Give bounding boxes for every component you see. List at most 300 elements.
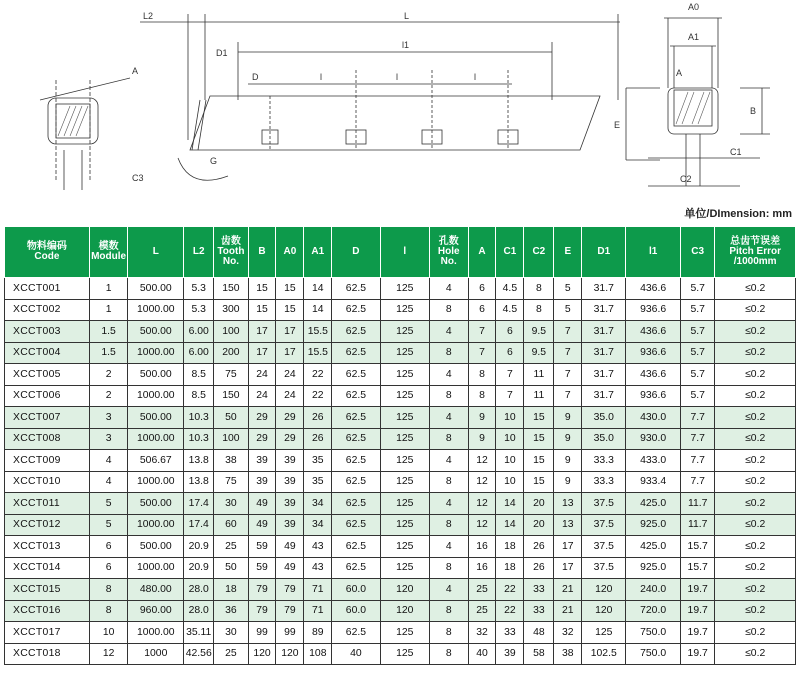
- drawing-dimension-label: L2: [143, 11, 154, 21]
- table-cell: 8: [429, 514, 468, 536]
- column-header-label: 模数: [98, 241, 119, 252]
- code-cell: XCCT017: [5, 622, 90, 644]
- table-cell: 5.7: [681, 385, 715, 407]
- column-header: [304, 227, 332, 278]
- table-cell: 19.7: [681, 643, 715, 665]
- column-header-label: A: [478, 246, 486, 257]
- table-cell: 8: [89, 579, 128, 601]
- table-cell: 4: [429, 364, 468, 386]
- table-row: [5, 557, 796, 579]
- table-cell: ≤0.2: [715, 514, 796, 536]
- table-cell: 436.6: [626, 364, 681, 386]
- table-cell: 25: [214, 536, 248, 558]
- table-cell: 5.7: [681, 278, 715, 300]
- drawing-dimension-label: D1: [216, 48, 228, 58]
- table-cell: ≤0.2: [715, 321, 796, 343]
- code-cell: XCCT013: [5, 536, 90, 558]
- table-cell: 17: [276, 321, 304, 343]
- table-cell: 35: [304, 450, 332, 472]
- table-cell: 108: [304, 643, 332, 665]
- table-cell: 125: [380, 493, 429, 515]
- table-row: [5, 321, 796, 343]
- code-cell: XCCT009: [5, 450, 90, 472]
- table-cell: 33: [496, 622, 524, 644]
- drawing-dimension-label: C1: [730, 147, 742, 157]
- column-header-label: A1: [311, 246, 325, 257]
- table-cell: 62.5: [332, 514, 380, 536]
- table-row: [5, 278, 796, 300]
- table-cell: 436.6: [626, 278, 681, 300]
- table-cell: 62.5: [332, 428, 380, 450]
- table-cell: 22: [304, 364, 332, 386]
- table-cell: 21: [554, 579, 582, 601]
- table-cell: 14: [496, 514, 524, 536]
- table-cell: 8.5: [184, 364, 214, 386]
- drawing-dimension-label: l: [396, 72, 398, 82]
- table-cell: 62.5: [332, 407, 380, 429]
- table-cell: 5.7: [681, 321, 715, 343]
- table-cell: 9: [468, 407, 496, 429]
- table-cell: 33.3: [582, 471, 626, 493]
- table-cell: 5: [89, 514, 128, 536]
- table-cell: 3: [89, 407, 128, 429]
- table-cell: 150: [214, 385, 248, 407]
- table-cell: 8: [468, 385, 496, 407]
- table-cell: 59: [248, 536, 276, 558]
- table-cell: 59: [248, 557, 276, 579]
- table-cell: 7: [554, 385, 582, 407]
- table-cell: 34: [304, 514, 332, 536]
- table-cell: 11.7: [681, 514, 715, 536]
- table-cell: 62.5: [332, 622, 380, 644]
- code-cell: XCCT002: [5, 299, 90, 321]
- table-cell: 4: [429, 579, 468, 601]
- table-cell: 936.6: [626, 299, 681, 321]
- table-cell: ≤0.2: [715, 493, 796, 515]
- table-cell: 1000.00: [128, 299, 184, 321]
- table-cell: 925.0: [626, 557, 681, 579]
- column-header-label: 齿数: [220, 236, 241, 247]
- code-cell: XCCT001: [5, 278, 90, 300]
- table-cell: 425.0: [626, 536, 681, 558]
- table-cell: 7: [468, 321, 496, 343]
- table-cell: 15.5: [304, 342, 332, 364]
- table-row: [5, 493, 796, 515]
- table-cell: 100: [214, 428, 248, 450]
- table-cell: 35: [304, 471, 332, 493]
- table-cell: 37.5: [582, 536, 626, 558]
- table-cell: 500.00: [128, 321, 184, 343]
- table-cell: 6: [496, 342, 524, 364]
- table-cell: 125: [380, 428, 429, 450]
- table-cell: 2: [89, 364, 128, 386]
- table-cell: 10: [89, 622, 128, 644]
- drawing-dimension-label: E: [614, 120, 621, 130]
- drawing-dimension-label: C3: [132, 173, 144, 183]
- table-cell: ≤0.2: [715, 557, 796, 579]
- table-cell: 7.7: [681, 471, 715, 493]
- table-cell: 1000.00: [128, 385, 184, 407]
- table-cell: 15: [524, 407, 554, 429]
- table-row: [5, 536, 796, 558]
- table-cell: 15: [248, 299, 276, 321]
- table-cell: 18: [214, 579, 248, 601]
- table-cell: 11: [524, 364, 554, 386]
- table-cell: 8.5: [184, 385, 214, 407]
- table-cell: 4: [429, 450, 468, 472]
- table-cell: 102.5: [582, 643, 626, 665]
- table-cell: 125: [582, 622, 626, 644]
- table-cell: 50: [214, 557, 248, 579]
- table-cell: 933.4: [626, 471, 681, 493]
- table-cell: 29: [248, 407, 276, 429]
- table-cell: 20: [524, 514, 554, 536]
- column-header-label: D1: [597, 246, 611, 257]
- table-cell: 9.5: [524, 321, 554, 343]
- table-row: [5, 299, 796, 321]
- table-cell: 5.3: [184, 299, 214, 321]
- table-cell: 2: [89, 385, 128, 407]
- table-cell: 8: [429, 622, 468, 644]
- column-header-label: B: [258, 246, 266, 257]
- table-cell: 500.00: [128, 493, 184, 515]
- table-cell: 13.8: [184, 471, 214, 493]
- table-cell: 17.4: [184, 514, 214, 536]
- table-row: [5, 385, 796, 407]
- table-cell: 21: [554, 600, 582, 622]
- table-cell: 32: [468, 622, 496, 644]
- table-cell: 17.4: [184, 493, 214, 515]
- column-header-label: l1: [648, 246, 658, 257]
- table-cell: 500.00: [128, 364, 184, 386]
- column-header-label: C2: [532, 246, 546, 257]
- table-cell: 5.7: [681, 342, 715, 364]
- table-cell: 7: [554, 321, 582, 343]
- table-cell: 480.00: [128, 579, 184, 601]
- table-cell: 17: [276, 342, 304, 364]
- code-cell: XCCT003: [5, 321, 90, 343]
- table-cell: 1: [89, 299, 128, 321]
- table-cell: 6: [89, 536, 128, 558]
- drawing-dimension-label: L: [404, 11, 410, 21]
- table-cell: 40: [468, 643, 496, 665]
- table-cell: 8: [524, 278, 554, 300]
- table-cell: 5: [554, 278, 582, 300]
- table-cell: 8: [429, 557, 468, 579]
- table-cell: ≤0.2: [715, 600, 796, 622]
- table-row: [5, 428, 796, 450]
- table-cell: 62.5: [332, 450, 380, 472]
- table-cell: 43: [304, 536, 332, 558]
- table-cell: 10: [496, 407, 524, 429]
- table-cell: 40: [332, 643, 380, 665]
- table-row: [5, 579, 796, 601]
- table-cell: 433.0: [626, 450, 681, 472]
- table-cell: 125: [380, 407, 429, 429]
- table-cell: 12: [468, 471, 496, 493]
- table-cell: 8: [429, 342, 468, 364]
- table-cell: ≤0.2: [715, 450, 796, 472]
- table-cell: 39: [276, 493, 304, 515]
- table-cell: 1000.00: [128, 342, 184, 364]
- table-cell: 31.7: [582, 278, 626, 300]
- table-cell: 4: [429, 321, 468, 343]
- code-cell: XCCT012: [5, 514, 90, 536]
- table-cell: 17: [248, 342, 276, 364]
- table-row: [5, 364, 796, 386]
- table-cell: 125: [380, 299, 429, 321]
- table-cell: 120: [380, 600, 429, 622]
- drawing-dimension-label: A: [132, 66, 139, 76]
- column-header: [626, 227, 681, 278]
- table-cell: 8: [468, 364, 496, 386]
- table-cell: 26: [304, 407, 332, 429]
- column-header-label: L: [152, 246, 159, 257]
- table-cell: 125: [380, 536, 429, 558]
- table-cell: 300: [214, 299, 248, 321]
- table-cell: 1000.00: [128, 428, 184, 450]
- table-cell: 1000.00: [128, 557, 184, 579]
- table-cell: 7.7: [681, 450, 715, 472]
- table-cell: 62.5: [332, 557, 380, 579]
- column-header-label: 孔数: [438, 236, 459, 247]
- code-cell: XCCT015: [5, 579, 90, 601]
- table-cell: 48: [524, 622, 554, 644]
- table-cell: 33: [524, 579, 554, 601]
- drawing-dimension-label: G: [210, 156, 218, 166]
- table-cell: 9: [554, 407, 582, 429]
- table-cell: 39: [248, 450, 276, 472]
- table-cell: ≤0.2: [715, 385, 796, 407]
- table-cell: 6: [496, 321, 524, 343]
- table-cell: 62.5: [332, 364, 380, 386]
- table-cell: 30: [214, 622, 248, 644]
- table-cell: 10.3: [184, 428, 214, 450]
- table-cell: 62.5: [332, 385, 380, 407]
- table-cell: 24: [276, 364, 304, 386]
- code-cell: XCCT006: [5, 385, 90, 407]
- table-cell: 49: [248, 493, 276, 515]
- drawing-dimension-label: A: [676, 68, 683, 78]
- table-cell: 125: [380, 385, 429, 407]
- rack-technical-drawing: [0, 0, 800, 200]
- column-header-label: C1: [503, 246, 517, 257]
- table-cell: 19.7: [681, 622, 715, 644]
- table-cell: 125: [380, 471, 429, 493]
- table-cell: 4: [429, 407, 468, 429]
- drawing-dimension-label: D: [252, 72, 259, 82]
- table-cell: ≤0.2: [715, 471, 796, 493]
- column-header: [715, 227, 796, 278]
- column-header: [5, 227, 90, 278]
- code-cell: XCCT016: [5, 600, 90, 622]
- table-cell: 12: [468, 514, 496, 536]
- drawing-dimension-label: l1: [402, 40, 410, 50]
- table-cell: 17: [554, 557, 582, 579]
- table-cell: 1000.00: [128, 471, 184, 493]
- table-cell: 34: [304, 493, 332, 515]
- table-cell: 99: [248, 622, 276, 644]
- table-cell: 1.5: [89, 342, 128, 364]
- table-cell: 19.7: [681, 579, 715, 601]
- table-cell: 12: [468, 450, 496, 472]
- table-cell: 37.5: [582, 514, 626, 536]
- table-cell: 15: [276, 278, 304, 300]
- column-header-label: C3: [691, 246, 705, 257]
- drawing-dimension-label: l: [320, 72, 322, 82]
- table-cell: 20.9: [184, 536, 214, 558]
- table-cell: 71: [304, 600, 332, 622]
- table-cell: 29: [248, 428, 276, 450]
- table-cell: 38: [214, 450, 248, 472]
- table-cell: 62.5: [332, 493, 380, 515]
- table-cell: 60.0: [332, 579, 380, 601]
- code-cell: XCCT004: [5, 342, 90, 364]
- table-cell: 9: [554, 471, 582, 493]
- table-header-row: [5, 227, 796, 278]
- code-cell: XCCT007: [5, 407, 90, 429]
- column-header: [468, 227, 496, 278]
- table-cell: 125: [380, 643, 429, 665]
- table-cell: 60.0: [332, 600, 380, 622]
- table-cell: 71: [304, 579, 332, 601]
- drawing-dimension-label: C2: [680, 174, 692, 184]
- table-cell: 16: [468, 557, 496, 579]
- table-cell: 62.5: [332, 278, 380, 300]
- column-header-label: Tooth: [217, 246, 245, 257]
- table-cell: 75: [214, 471, 248, 493]
- table-cell: 500.00: [128, 278, 184, 300]
- column-header-label: A0: [283, 246, 297, 257]
- table-cell: 24: [248, 385, 276, 407]
- table-cell: 58: [524, 643, 554, 665]
- table-cell: 29: [276, 407, 304, 429]
- table-cell: 11.7: [681, 493, 715, 515]
- table-cell: 39: [496, 643, 524, 665]
- table-cell: 37.5: [582, 557, 626, 579]
- table-cell: 7: [496, 385, 524, 407]
- table-cell: 26: [524, 557, 554, 579]
- table-cell: 125: [380, 278, 429, 300]
- table-cell: 430.0: [626, 407, 681, 429]
- column-header: [276, 227, 304, 278]
- table-cell: 7.7: [681, 428, 715, 450]
- table-cell: 37.5: [582, 493, 626, 515]
- column-header-label: D: [352, 246, 360, 257]
- table-cell: 31.7: [582, 321, 626, 343]
- table-cell: 7.7: [681, 407, 715, 429]
- column-header: [380, 227, 429, 278]
- table-cell: 17: [248, 321, 276, 343]
- table-cell: 4: [89, 450, 128, 472]
- code-cell: XCCT010: [5, 471, 90, 493]
- table-cell: 150: [214, 278, 248, 300]
- table-cell: 22: [304, 385, 332, 407]
- table-cell: ≤0.2: [715, 428, 796, 450]
- table-cell: 15.7: [681, 536, 715, 558]
- table-cell: 28.0: [184, 579, 214, 601]
- table-cell: ≤0.2: [715, 622, 796, 644]
- table-cell: 32: [554, 622, 582, 644]
- table-cell: 750.0: [626, 622, 681, 644]
- table-cell: 79: [248, 579, 276, 601]
- table-cell: 15.5: [304, 321, 332, 343]
- table-cell: 7: [554, 364, 582, 386]
- table-cell: ≤0.2: [715, 299, 796, 321]
- column-header-label: /1000mm: [733, 256, 777, 267]
- table-cell: 24: [276, 385, 304, 407]
- table-cell: 43: [304, 557, 332, 579]
- column-header-label: L2: [192, 246, 205, 257]
- column-header-label: Pitch Error: [729, 246, 782, 257]
- table-cell: 25: [214, 643, 248, 665]
- table-row: [5, 514, 796, 536]
- table-cell: 13: [554, 514, 582, 536]
- table-cell: 9: [554, 428, 582, 450]
- table-cell: ≤0.2: [715, 278, 796, 300]
- table-cell: 26: [524, 536, 554, 558]
- table-cell: 14: [304, 299, 332, 321]
- column-header: [582, 227, 626, 278]
- table-cell: 6: [468, 278, 496, 300]
- table-cell: 960.00: [128, 600, 184, 622]
- table-cell: 31.7: [582, 342, 626, 364]
- table-cell: 7: [468, 342, 496, 364]
- column-header: [89, 227, 128, 278]
- column-header-label: 总齿节误差: [730, 236, 781, 247]
- table-cell: 35.0: [582, 428, 626, 450]
- table-cell: 5.3: [184, 278, 214, 300]
- table-cell: ≤0.2: [715, 579, 796, 601]
- column-header-label: Hole: [437, 246, 460, 257]
- table-cell: 8: [429, 600, 468, 622]
- table-cell: ≤0.2: [715, 342, 796, 364]
- table-cell: 125: [380, 321, 429, 343]
- code-cell: XCCT018: [5, 643, 90, 665]
- column-header: [184, 227, 214, 278]
- table-cell: 99: [276, 622, 304, 644]
- table-cell: 15: [276, 299, 304, 321]
- table-cell: 15: [524, 471, 554, 493]
- table-cell: 436.6: [626, 321, 681, 343]
- table-cell: 26: [304, 428, 332, 450]
- table-cell: 425.0: [626, 493, 681, 515]
- table-cell: 7: [554, 342, 582, 364]
- table-cell: 125: [380, 364, 429, 386]
- table-cell: 13.8: [184, 450, 214, 472]
- table-cell: 4.5: [496, 278, 524, 300]
- table-cell: 506.67: [128, 450, 184, 472]
- table-cell: 15: [524, 450, 554, 472]
- table-cell: 8: [429, 385, 468, 407]
- drawing-dimension-label: A1: [688, 32, 700, 42]
- table-cell: 14: [496, 493, 524, 515]
- table-cell: 62.5: [332, 321, 380, 343]
- table-cell: 35.0: [582, 407, 626, 429]
- table-cell: 120: [582, 600, 626, 622]
- unit-label: 单位/DImension: mm: [684, 208, 792, 220]
- column-header: [524, 227, 554, 278]
- column-header-label: l: [403, 246, 407, 257]
- table-cell: 15.7: [681, 557, 715, 579]
- column-header: [332, 227, 380, 278]
- table-cell: 62.5: [332, 536, 380, 558]
- table-cell: 125: [380, 342, 429, 364]
- table-row: [5, 407, 796, 429]
- table-cell: 4.5: [496, 299, 524, 321]
- table-cell: 60: [214, 514, 248, 536]
- table-cell: 10.3: [184, 407, 214, 429]
